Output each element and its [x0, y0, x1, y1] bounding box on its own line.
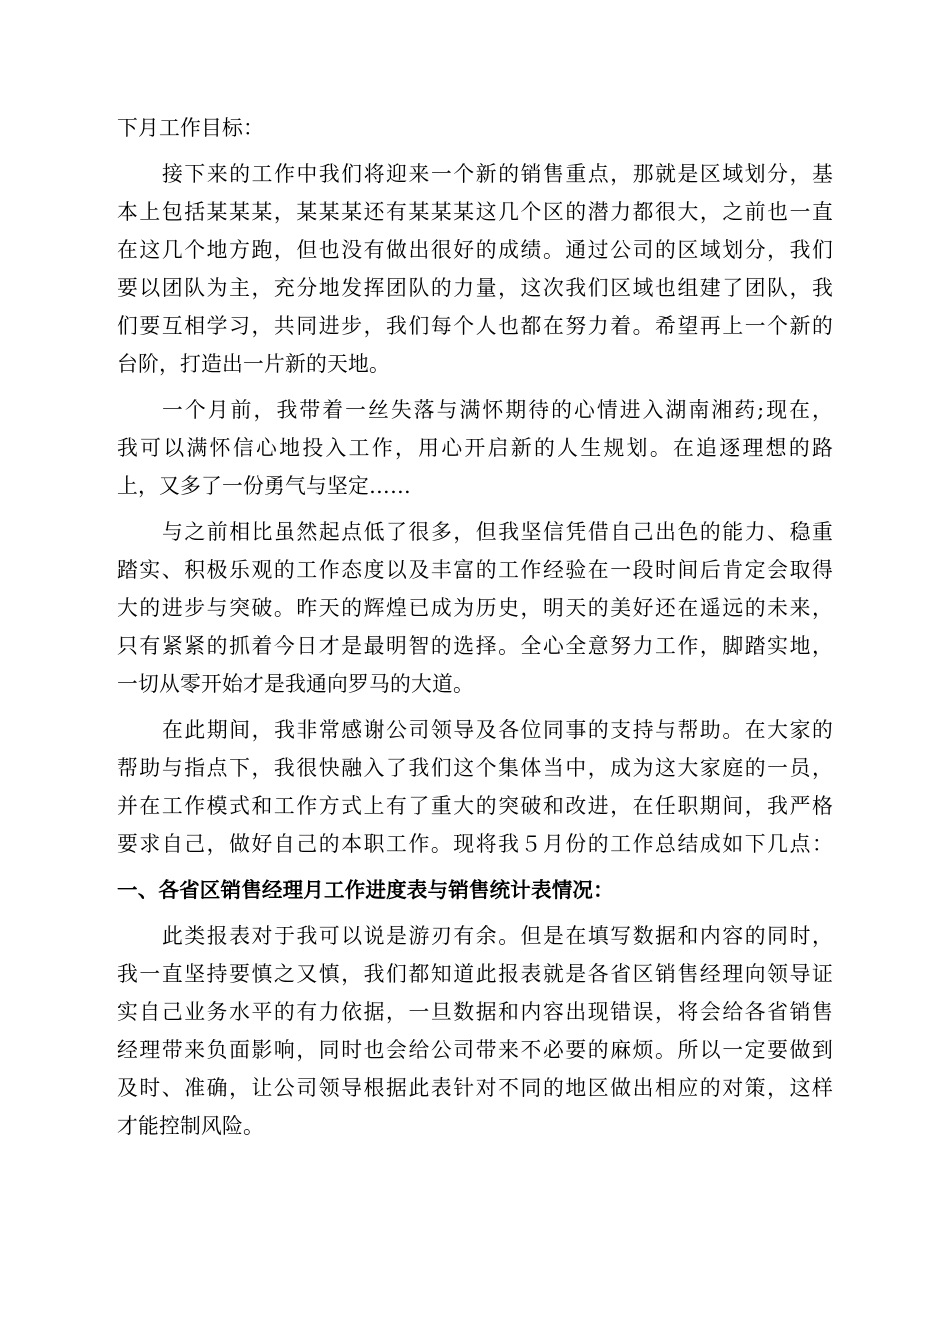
paragraph-line: 踏实、积极乐观的工作态度以及丰富的工作经验在一段时间后肯定会取得 [117, 558, 833, 582]
paragraph-reports [117, 922, 833, 1140]
paragraph-line: 只有紧紧的抓着今日才是最明智的选择。全心全意努力工作，脚踏实地， [117, 634, 833, 658]
paragraph-line: 并在工作模式和工作方式上有了重大的突破和改进，在任职期间，我严格 [117, 794, 833, 818]
paragraph-line: 要以团队为主，充分地发挥团队的力量，这次我们区域也组建了团队，我 [117, 276, 833, 300]
paragraph-line: 接下来的工作中我们将迎来一个新的销售重点，那就是区域划分，基 [162, 162, 833, 186]
paragraph-line: 我一直坚持要慎之又慎，我们都知道此报表就是各省区销售经理向领导证 [117, 962, 833, 986]
paragraph-line: 经理带来负面影响，同时也会给公司带来不必要的麻烦。所以一定要做到 [117, 1038, 833, 1062]
paragraph-line: 及时、准确，让公司领导根据此表针对不同的地区做出相应的对策，这样 [117, 1076, 833, 1100]
paragraph-line: 一个月前，我带着一丝失落与满怀期待的心情进入湖南湘药;现在， [162, 398, 833, 422]
paragraph-confidence [117, 518, 833, 698]
paragraph-line: 才能控制风险。 [117, 1114, 264, 1138]
paragraph-line: 在此期间，我非常感谢公司领导及各位同事的支持与帮助。在大家的 [162, 718, 833, 742]
paragraph-line: 要求自己，做好自己的本职工作。现将我５月份的工作总结成如下几点： [117, 832, 833, 856]
paragraph-sales-focus [117, 160, 833, 378]
paragraph-line: 大的进步与突破。昨天的辉煌已成为历史，明天的美好还在遥远的未来， [117, 596, 833, 620]
paragraph-thanks [117, 716, 833, 858]
paragraph-line: 一切从零开始才是我通向罗马的大道。 [117, 672, 474, 696]
next-month-goals-heading: 下月工作目标： [117, 116, 264, 140]
paragraph-line: 上，又多了一份勇气与坚定…… [117, 474, 411, 498]
paragraph-line: 在这几个地方跑，但也没有做出很好的成绩。通过公司的区域划分，我们 [117, 238, 833, 262]
paragraph-line: 帮助与指点下，我很快融入了我们这个集体当中，成为这大家庭的一员， [117, 756, 833, 780]
paragraph-line: 台阶，打造出一片新的天地。 [117, 352, 390, 376]
document-body [117, 114, 833, 1140]
paragraph-line: 们要互相学习，共同进步，我们每个人也都在努力着。希望再上一个新的 [117, 314, 833, 338]
paragraph-line: 此类报表对于我可以说是游刃有余。但是在填写数据和内容的同时， [162, 924, 833, 948]
paragraph-line: 与之前相比虽然起点低了很多，但我坚信凭借自己出色的能力、稳重 [162, 520, 833, 544]
paragraph-line: 我可以满怀信心地投入工作，用心开启新的人生规划。在追逐理想的路 [117, 436, 833, 460]
section-heading: 一、各省区销售经理月工作进度表与销售统计表情况： [117, 878, 614, 902]
paragraph-line: 实自己业务水平的有力依据，一旦数据和内容出现错误，将会给各省销售 [117, 1000, 833, 1024]
paragraph-line: 本上包括某某某，某某某还有某某某这几个区的潜力都很大，之前也一直 [117, 200, 833, 224]
paragraph-joining [117, 396, 833, 500]
